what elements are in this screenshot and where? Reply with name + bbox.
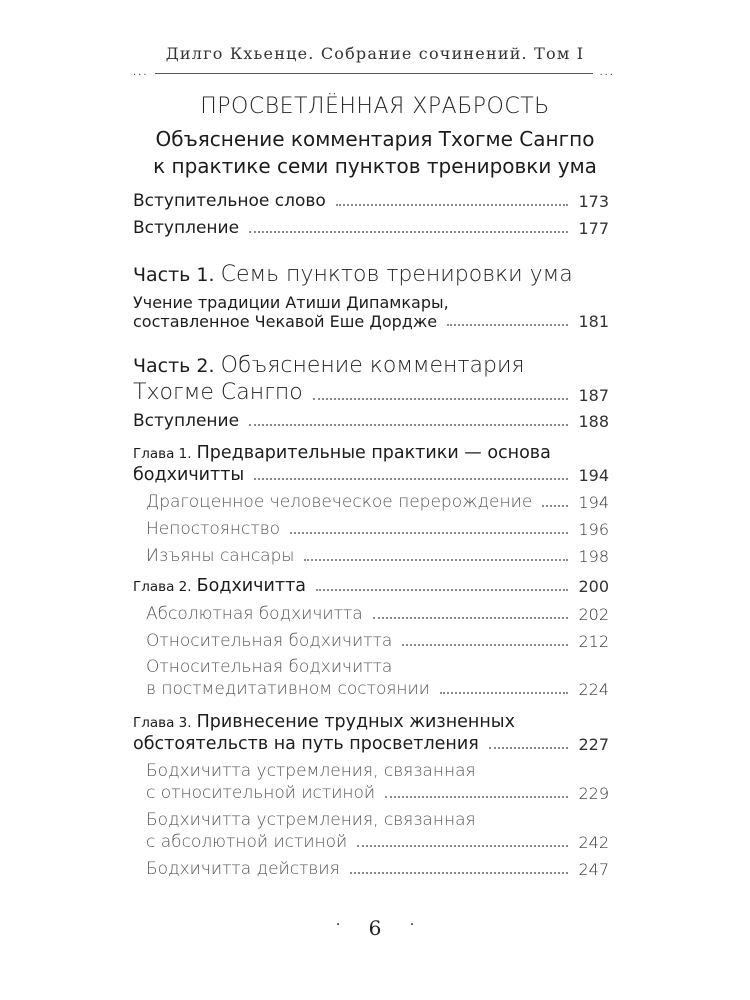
toc-page-number: 227: [578, 735, 609, 754]
toc-page-number: 247: [578, 860, 609, 879]
chapter-label: Глава 1.: [133, 446, 192, 462]
dot-leader: [313, 398, 569, 400]
chapter-title: Бодхичитта: [196, 576, 307, 596]
dot-leader: [316, 589, 568, 591]
part-title-line-1: Объяснение комментария: [220, 353, 525, 378]
chapter-label: Глава 2.: [133, 579, 192, 595]
dot-leader: [542, 505, 568, 507]
dot-leader: [290, 532, 568, 534]
part-title-line-2: Тхогме Сангпо: [133, 380, 303, 405]
chapter-3-heading[interactable]: [133, 712, 515, 732]
toc-sub-entry[interactable]: [146, 546, 609, 566]
toc-entry-title: Вступление: [133, 411, 240, 431]
toc-sub-entry[interactable]: [146, 631, 609, 651]
chapter-1-heading[interactable]: [133, 443, 551, 463]
toc-page-number: 177: [578, 219, 609, 238]
part-2-heading[interactable]: [133, 353, 524, 378]
dot-leader: [440, 692, 569, 694]
toc-entry-title: Абсолютная бодхичитта: [146, 604, 363, 624]
toc-entry-title: Изъяны сансары: [146, 546, 295, 566]
toc-entry-intro[interactable]: [133, 218, 609, 238]
toc-page-number: 229: [578, 784, 609, 803]
part-label: Часть 1.: [133, 264, 215, 286]
part-1-desc-line-2: составленное Чекавой Еше Дордже: [133, 312, 438, 331]
toc-sub-entry-line-1: Бодхичитта устремления, связанная: [146, 810, 476, 830]
chapter-label: Глава 3.: [133, 715, 192, 731]
toc-sub-entry[interactable]: [146, 492, 609, 512]
toc-entry-chapter-3[interactable]: [133, 734, 609, 754]
toc-entry-title-line-2: с относительной истиной: [146, 783, 376, 803]
part-title: Семь пунктов тренировки ума: [220, 262, 573, 287]
section-subtitle: [0, 126, 750, 180]
toc-sub-entry-line-1: Бодхичитта устремления, связанная: [146, 761, 476, 781]
footer-dot-right: ·: [409, 917, 415, 933]
toc-sub-entry[interactable]: [146, 679, 609, 699]
toc-entry-title: Бодхичитта действия: [146, 859, 340, 879]
toc-entry-intro-word[interactable]: [133, 191, 609, 211]
toc-entry-chapter-2[interactable]: [133, 576, 609, 596]
toc-page-number: 200: [578, 577, 609, 596]
toc-page-number: 224: [578, 680, 609, 699]
dot-leader: [249, 424, 568, 426]
toc-entry-chapter-1[interactable]: [133, 465, 609, 485]
dot-leader: [254, 478, 568, 480]
chapter-title-line-1: Предварительные практики — основа: [196, 443, 551, 463]
footer-dot-left: ·: [335, 917, 341, 933]
toc-page-number: 187: [578, 386, 609, 405]
toc-sub-entry[interactable]: [146, 519, 609, 539]
toc-page-number: 196: [578, 520, 609, 539]
dot-leader: [357, 845, 568, 847]
toc-entry-title: Драгоценное человеческое перерождение: [146, 492, 533, 512]
toc-page-number: 181: [578, 312, 609, 331]
chapter-title-line-2: обстоятельств на путь просветления: [133, 734, 479, 754]
toc-sub-entry[interactable]: [146, 604, 609, 624]
toc-page-number: 198: [578, 547, 609, 566]
rule-dots-left: ...: [133, 67, 149, 78]
toc-entry-title-line-2: в постмедитативном состоянии: [146, 679, 430, 699]
toc-sub-entry[interactable]: [146, 832, 609, 852]
toc-page-number: 194: [578, 466, 609, 485]
toc-entry-title: Вступление: [133, 218, 240, 238]
subtitle-line-1: Объяснение комментария Тхогме Сангпо: [155, 127, 595, 151]
rule-dots-right: ...: [599, 67, 615, 78]
toc-entry-title: Непостоянство: [146, 519, 281, 539]
part-1-desc-line-1: Учение традиции Атиши Дипамкары,: [133, 293, 449, 312]
toc-page-number: 212: [578, 632, 609, 651]
section-title: ПРОСВЕТЛЁННАЯ ХРАБРОСТЬ: [200, 94, 550, 119]
toc-entry-title-line-2: с абсолютной истиной: [146, 832, 348, 852]
chapter-title-line-1: Привнесение трудных жизненных: [196, 712, 515, 732]
dot-leader: [373, 617, 569, 619]
part-1-heading[interactable]: [133, 262, 573, 287]
subtitle-line-2: к практике семи пунктов тренировки ума: [153, 154, 597, 178]
dot-leader: [350, 872, 569, 874]
dot-leader: [447, 324, 568, 326]
toc-sub-entry[interactable]: [146, 859, 609, 879]
dot-leader: [385, 796, 568, 798]
toc-entry-part-2[interactable]: [133, 380, 609, 405]
page-number: 6: [368, 916, 382, 940]
toc-page-number: 194: [578, 493, 609, 512]
toc-sub-entry-line-1: Относительная бодхичитта: [146, 657, 393, 677]
rule-line: [155, 73, 593, 74]
dot-leader: [336, 204, 569, 206]
toc-page-number: 202: [578, 605, 609, 624]
toc-page-number: 173: [578, 192, 609, 211]
toc-entry-title: Вступительное слово: [133, 191, 326, 211]
toc-sub-entry[interactable]: [146, 783, 609, 803]
running-header: Дилго Кхьенце. Собрание сочинений. Том I: [165, 44, 585, 63]
part-label: Часть 2.: [133, 355, 215, 377]
toc-entry-part-2-intro[interactable]: [133, 411, 609, 431]
dot-leader: [304, 559, 568, 561]
chapter-title-line-2: бодхичитты: [133, 465, 245, 485]
dot-leader: [489, 747, 569, 749]
dot-leader: [249, 231, 568, 233]
toc-entry-part-1[interactable]: [133, 312, 609, 331]
toc-page-number: 188: [578, 412, 609, 431]
dot-leader: [402, 644, 568, 646]
toc-entry-title: Относительная бодхичитта: [146, 631, 393, 651]
page-footer: [0, 916, 750, 940]
toc-page-number: 242: [578, 833, 609, 852]
